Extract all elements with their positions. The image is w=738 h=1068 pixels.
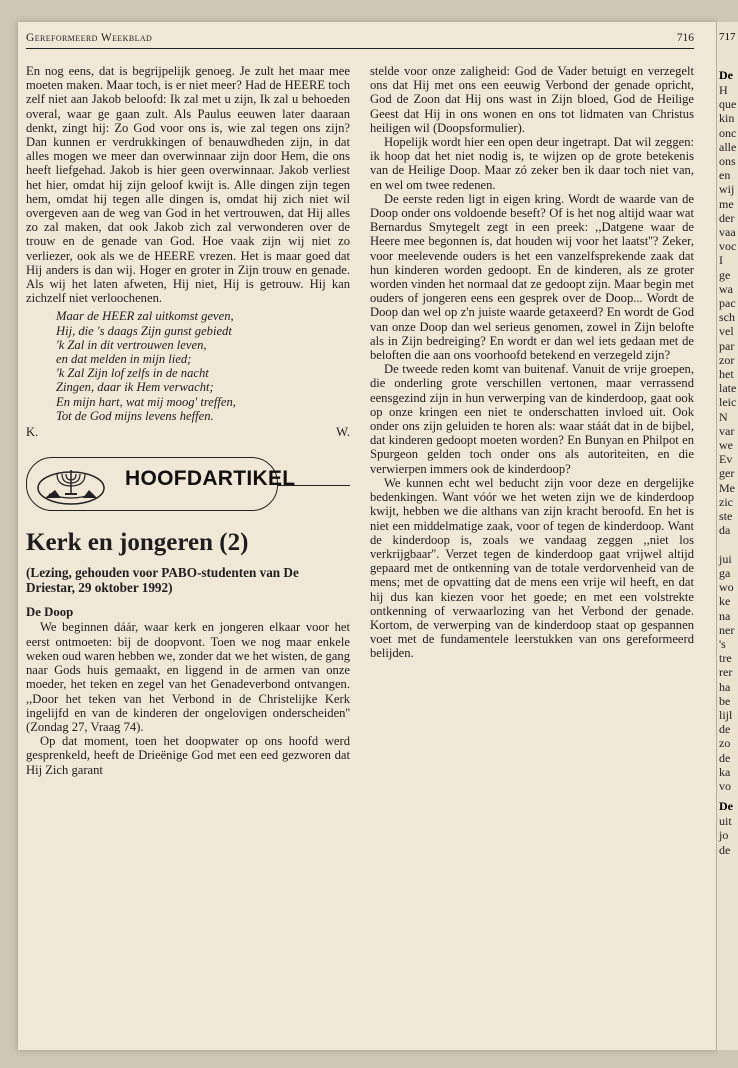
poem-line: Zingen, daar ik Hem verwacht; — [56, 380, 214, 395]
next-page-text — [719, 83, 738, 793]
next-page-line: me — [719, 196, 734, 211]
next-page-line: tre — [719, 651, 732, 666]
next-page-line: da — [719, 523, 731, 538]
next-page-line: ge — [719, 267, 731, 282]
publication-name: Gereformeerd Weekblad — [26, 32, 153, 44]
next-page-line: jui — [719, 551, 732, 566]
next-page-line — [719, 538, 738, 552]
poem-line: Hij, die 's daags Zijn gunst gebiedt — [56, 323, 232, 338]
poem-line: en dat melden in mijn lied; — [56, 352, 192, 367]
next-page-line: wo — [719, 580, 734, 595]
next-page-line: lijl — [719, 707, 733, 722]
next-page-line: par — [719, 338, 735, 353]
next-page-line: ha — [719, 679, 731, 694]
next-page-line: kin — [719, 111, 735, 126]
next-page-line: que — [719, 97, 737, 112]
next-page-line: Me — [719, 480, 735, 495]
banner-label: HOOFDARTIKEL — [125, 467, 296, 491]
article-paragraph: De eerste reden ligt in eigen kring. Wordt de waarde van de Doop onder ons voldoende beseft? Of is het nog altijd waar wat Bernardus Smytegelt zegt in een preek: ,,Datgene waar de Heere mee begonnen is, dat houden wij voor het laatst''? Zeker, voor meelevende ouders is het een vanzelfsprekende zaak dat hun kinderen worden gedoopt. En de kinderen, als ze groter worden vinden het normaal dat ze gedoopt zijn. Maar begin met ouders of jongeren eens een gesprek over de Doop... Wordt de Doop dan wel op z'n juiste waarde getaxeerd? En wordt de God van onze Doop dan wel serieus genomen, zowel in Zijn belofte als in Zijn bedreiging? En wordt er dan wel iets gedaan met de beloften die aan ons voorhoofd betekend en verzegeld zijn? — [370, 191, 694, 363]
signature-left: K. — [26, 425, 39, 440]
next-page-line: wij — [719, 182, 735, 197]
left-column — [26, 64, 350, 777]
article-paragraph: Op dat moment, toen het doopwater op ons hoofd werd gesprenkeld, heeft de Drieënige God met een eed gezworen dat Hij Zich garant — [26, 734, 350, 777]
next-page-line: ke — [719, 594, 731, 609]
poem-line: 'k Zal in dit vertrouwen leven, — [56, 337, 207, 352]
next-page-line: vo — [719, 778, 731, 793]
article-paragraph: De tweede reden komt van buitenaf. Vanuit de vrije groepen, die onderling grote verschillen vertonen, maar verrassend eensgezind zijn in hun verwerping van de kinderdoop, gaat ook op onze kringen een niet te onderschatten invloed uit. Ook onder ons zijn geluiden te horen als: waar stáát dat in de bijbel, dat kinderen gedoopt moeten worden? En Bunyan en Philpot en Spurgeon gelden toch onder ons als autoriteiten, en die verwierpen immers ook de kinderdoop? — [370, 362, 694, 476]
next-page-heading: De — [719, 68, 733, 82]
signature-right: W. — [336, 425, 350, 440]
next-page-line: Ev — [719, 452, 733, 467]
previous-article-paragraph: En nog eens, dat is begrijpelijk genoeg. Je zult het maar mee moeten maken. Maar toch, is er niet meer? Had de HEERE toch zelf niet aan Jakob beloofd: Ik zal met u zijn, Ik zal u behoeden overal, waar ge gaan zult. Als Paulus eeuwen later daaraan denkt, zingt hij: Zo God voor ons is, wie zal tegen ons zijn? Dan kunnen er verdrukkingen of benauwdheden zijn, in dat alles mogen we meer dan overwinnaar zijn door Hem, die ons heeft liefgehad. Jakob is hier geen overwinnaar. Jakob verliest het hier, omdat hij zijn geloof kwijt is. Alle dingen zijn tegen hem, omdat hij tegen alle dingen is, omdat hij zich niet wil overgeven aan de weg van God in het vertrouwen, dat Hij alles zo zal maken, dat ook Jakob zich zal verwonderen over de trouw en de genade van God. Hoe vaak zijn wij niet zo verliezer, ook als we de HEERE vrezen. Het is maar goed dat Hij anders is dan wij. Hoger en groter in Zijn trouw en genade. Als wij het laten afweten, Hij niet, Hij is getrouw. Hij kan zichzelf niet verloochenen. — [26, 64, 350, 306]
psalm-verse — [56, 309, 350, 423]
next-page-line: N — [719, 409, 728, 424]
next-page-line: late — [719, 381, 737, 396]
next-page-line: rer — [719, 665, 733, 680]
article-paragraph: We kunnen echt wel beducht zijn voor deze en dergelijke bedenkingen. Want vóór we het weten zijn we de kinderdoop kwijt, hebben we die althans van zijn kracht beroofd. En het is niet een middelmatige zaak, voor of tegen de kinderdoop. Want de kinderdoop is, zoals we vandaag zeggen ,,niet los verkrijgbaar''. Verzet tegen de kinderdoop gaat vrijwel altijd gepaard met de ontkenning van de totale verdorvenheid van de mens; met de opvatting dat de mens een vrije wil heeft, en dat hij dus kan kiezen voor het goede; en met een volstrekte ontkenning of verwaarlozing van het Verbond der genade. Kortom, de verwerping van de kinderdoop staat op gespannen voet met de fundamentele leerstukken van ons gereformeerd belijden. — [370, 475, 694, 661]
next-page-line: na — [719, 608, 731, 623]
poem-line: Tot de God mijns levens heffen. — [56, 408, 214, 423]
next-page-line: leic — [719, 395, 737, 410]
next-page-line: der — [719, 210, 735, 225]
article-title: Kerk en jongeren (2) — [26, 529, 249, 557]
next-page-line: ste — [719, 509, 733, 524]
next-page-line: onc — [719, 125, 737, 140]
poem-line: En mijn hart, wat mij moog' treffen, — [56, 394, 236, 409]
next-page-line: de — [719, 750, 731, 765]
next-page-line: zor — [719, 352, 735, 367]
next-page-line: zic — [719, 494, 733, 509]
next-page-line: H — [719, 83, 728, 97]
next-page-line: wa — [719, 281, 733, 296]
banner-frame — [26, 457, 296, 511]
next-page-number: 717 — [719, 31, 736, 43]
next-page-line: de — [719, 722, 731, 737]
poem-line: Maar de HEER zal uitkomst geven, — [56, 309, 234, 324]
next-page-line: ons — [719, 154, 736, 169]
poem-line: 'k Zal Zijn lof zelfs in de nacht — [56, 366, 209, 381]
next-page-subheading: De — [719, 799, 733, 814]
next-page-line: we — [719, 438, 733, 453]
next-page-line: vaa — [719, 225, 736, 240]
next-page-line: jo — [719, 828, 729, 843]
article-paragraph: stelde voor onze zaligheid: God de Vader betuigt en verzegelt ons dat Hij met ons een eeuwig Verbond der genade opricht, God de Zoon dat Hij ons wast in Zijn bloed, God de Heilige Geest dat Hij in ons wonen en ons tot lidmaten van Christus heiligen wil (Doopsformulier). — [370, 64, 694, 135]
next-page-line: ga — [719, 565, 731, 580]
author-signature — [26, 425, 350, 439]
next-page-line: pac — [719, 296, 736, 311]
next-page-line: zo — [719, 736, 731, 751]
next-page-line: vel — [719, 324, 734, 339]
next-page-line: voc — [719, 239, 737, 254]
article-subtitle: (Lezing, gehouden voor PABO-studenten van De Driestar, 29 oktober 1992) — [26, 565, 299, 596]
section-banner — [26, 455, 350, 515]
article-paragraph: We beginnen dáár, waar kerk en jongeren elkaar voor het eerst ontmoeten: bij de doopvont. Toen we nog maar enkele weken oud waren hebben we, zonder dat we het wisten, de gang naar Gods huis gemaakt, en liggend in de armen van onze moeder, het teken en zegel van het Genadeverbond ontvangen. ,,Door het teken van het Verbond in de Christelijke Kerk ingelijfd en van de kinderen der ongelovigen onderscheiden'' (Zondag 27, Vraag 74). — [26, 620, 350, 734]
article-paragraph: Hopelijk wordt hier een open deur ingetrapt. Dat wil zeggen: ik hoop dat het niet nodig is, te wijzen op de grote betekenis van de Heilige Doop. Maar zó zeker ben ik daar toch niet van, en wel om twee redenen. — [370, 135, 694, 192]
next-page-line: var — [719, 423, 735, 438]
page-number: 716 — [676, 32, 694, 44]
next-page-line: I — [719, 253, 723, 268]
next-page-line: het — [719, 367, 734, 382]
next-page-line: en — [719, 168, 731, 183]
next-page-bottom-text — [719, 814, 738, 857]
next-page-line: uit — [719, 814, 732, 829]
next-page-line: sch — [719, 310, 735, 325]
next-page-line: 's — [719, 636, 726, 651]
next-page-line: ger — [719, 466, 735, 481]
section-heading: De Doop — [26, 605, 74, 620]
running-header — [26, 30, 694, 49]
menorah-icon — [35, 464, 107, 506]
next-page-line: de — [719, 842, 731, 857]
next-page-line: be — [719, 693, 731, 708]
next-page-line: ner — [719, 622, 735, 637]
right-column — [370, 64, 694, 661]
adjacent-page-edge — [716, 22, 738, 1050]
next-page-line: alle — [719, 139, 737, 154]
next-page-line: ka — [719, 764, 731, 779]
